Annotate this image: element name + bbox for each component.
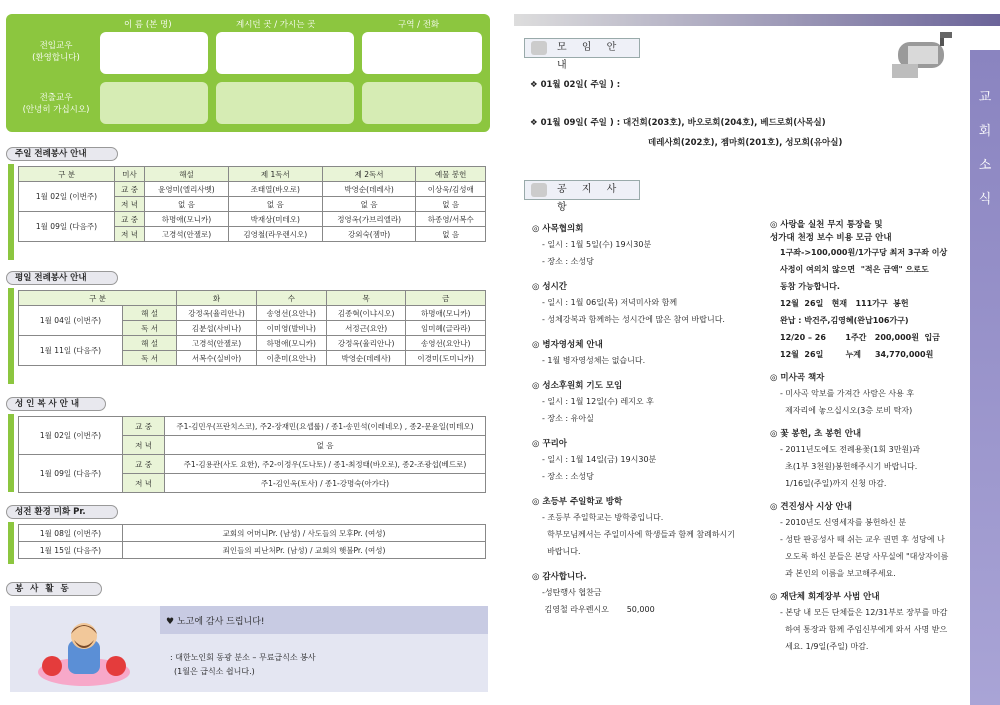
meeting-2: ❖ 01월 09일( 주일 ) : 대건회(203호), 바오로회(204호), 베드로회(사목실) [530, 118, 826, 128]
cell: 김분섭(사비나) [177, 321, 257, 336]
notice-line: - 성체강복과 함께하는 성시간에 많은 참여 바랍니다. [542, 315, 725, 324]
weekday-table [18, 290, 486, 366]
right-page [514, 0, 1000, 705]
notice-title: 공 지 사 항 [524, 180, 640, 200]
header-place: 계시던 곳 / 가시는 곳 [236, 20, 316, 30]
notice-line: -성탄행사 협찬금 [542, 588, 602, 597]
mass-cell: 교 중 [115, 212, 145, 227]
date-cell: 1월 04일 (이번주) [19, 306, 123, 336]
district-box-in [362, 32, 482, 74]
service-title: 봉 사 활 동 [6, 582, 102, 596]
cell: 박재상(미테오) [228, 212, 322, 227]
cell: 하명애(모니카) [256, 336, 326, 351]
notice-heading: ◎ 재단체 회계장부 사범 안내 [770, 592, 880, 602]
notice-heading: ◎ 성시간 [532, 282, 568, 292]
place-box-in [216, 32, 354, 74]
col-head: 제 2독서 [322, 167, 416, 182]
sidebar-char: 식 [978, 192, 992, 207]
cell: 고경석(안젤로) [145, 227, 229, 242]
notice-line: - 조등부 주일학교는 방학중입니다. [542, 513, 664, 522]
name-box-out [100, 82, 208, 124]
notice-line: 오도록 하신 분들은 본당 사무실에 "대상자이름 [780, 552, 949, 561]
date-cell: 1월 02일 (이번주) [19, 417, 123, 455]
date-cell: 1월 08일 (이번주) [19, 525, 123, 542]
cell: 하명애(모니카) [145, 212, 229, 227]
mass-cell: 교 중 [115, 182, 145, 197]
header-district: 구역 / 전화 [398, 20, 440, 30]
col-head: 미사 [115, 167, 145, 182]
role-cell: 해 설 [123, 336, 177, 351]
mailbox-icon [884, 28, 964, 84]
sidebar [970, 50, 1000, 705]
notice-heading: ◎ 병자영성체 안내 [532, 340, 603, 350]
col-head: 해설 [145, 167, 229, 182]
notice-line: - 일시 : 1월 06일(목) 저녁미사와 함께 [542, 298, 678, 307]
cell: 죄인들의 피난처Pr. (남성) / 교회의 햇불Pr. (여성) [123, 542, 486, 559]
col-head: 제 1독서 [228, 167, 322, 182]
notice-heading-2: 성가대 천정 보수 비용 모금 안내 [770, 233, 892, 243]
col-head: 구 분 [19, 291, 177, 306]
notice-line: 12월 26일 현재 111가구 봉헌 [780, 299, 909, 308]
newcomer-box [6, 14, 490, 132]
notice-heading: ◎ 초등부 주일학교 방학 [532, 497, 623, 507]
mass-cell: 교 중 [123, 417, 165, 436]
altar-edge [8, 414, 14, 492]
cell: 없 음 [165, 436, 486, 455]
col-head: 금 [406, 291, 486, 306]
cell: 고경석(안젤로) [177, 336, 257, 351]
mass-cell: 저 녁 [123, 474, 165, 493]
notice-line: 과 본인의 이름을 보고해주세요. [780, 569, 896, 578]
service-line1: : 대한노인회 동광 분소 – 무료급식소 봉사 [170, 653, 316, 662]
notice-line: 제자리에 놓으십시오(3층 로비 탁자) [780, 406, 913, 415]
notice-item [532, 379, 772, 427]
incoming-label: 전입교우 (환영합니다) [32, 41, 80, 63]
outgoing-label: 전출교우 (안녕히 가십시오) [22, 93, 90, 115]
section-icon [531, 183, 547, 197]
date-cell: 1월 09일 (다음주) [19, 455, 123, 493]
cell: 윤영미(엘리사벳) [145, 182, 229, 197]
meeting-title: 모 임 안 내 [524, 38, 640, 58]
left-page [0, 0, 496, 705]
notice-item [770, 218, 970, 363]
notice-item [532, 495, 772, 560]
notice-heading: ◎ 미사곡 책자 [770, 373, 825, 383]
cell: 송영선(요안나) [406, 336, 486, 351]
cell: 없 음 [145, 197, 229, 212]
notice-line: 김영철 라우렌시오 50,000 [542, 605, 655, 614]
thanks-line: ♥ 노고에 감사 드립니다! [166, 617, 265, 627]
notice-line: 바랍니다. [542, 547, 581, 556]
notice-line: 동참 가능합니다. [780, 282, 840, 291]
cell: 이춘미(요안나) [256, 351, 326, 366]
notice-line: - 장소 : 소성당 [542, 472, 594, 481]
mass-cell: 저 녁 [115, 227, 145, 242]
col-head: 목 [326, 291, 406, 306]
diamond-icon: ❖ [530, 80, 541, 90]
cell: 서복수(실비아) [177, 351, 257, 366]
notice-line: - 미사곡 악보를 가져간 사람은 사용 후 [780, 389, 915, 398]
diamond-icon: ❖ [530, 118, 541, 128]
sunday-title: 주일 전례봉사 안내 [6, 147, 118, 161]
cell: 강외숙(젬마) [322, 227, 416, 242]
notice-line: 하여 통장과 함께 주임신부에게 와서 사명 받으 [780, 625, 948, 634]
meeting-1: ❖ 01월 02일( 주일 ) : [530, 80, 621, 90]
notice-line: 12월 26일 누계 34,770,000원 [780, 350, 934, 359]
sunday-table [18, 166, 486, 242]
cell: 없 음 [322, 197, 416, 212]
cell: 조태열(바오로) [228, 182, 322, 197]
notice-line: - 2010년도 신영세자를 봉헌하신 분 [780, 518, 907, 527]
notice-line: - 1월 병자영성체는 없습니다. [542, 356, 646, 365]
notice-item [532, 437, 772, 485]
notice-item [532, 570, 772, 618]
cell: 하명애(모니카) [406, 306, 486, 321]
cell: 이경미(도미니카) [406, 351, 486, 366]
role-cell: 해 설 [123, 306, 177, 321]
notice-heading: ◎ 사랑을 실천 무지 통장을 및 [770, 220, 883, 230]
service-line2: (1월은 급식소 쉽니다.) [174, 667, 255, 676]
notice-line: 학부모님께서는 주일미사에 학생들과 함께 참례하시기 [542, 530, 735, 539]
mass-cell: 교 중 [123, 455, 165, 474]
notice-line: - 본당 내 모든 단체들은 12/31부로 장부를 마감 [780, 608, 948, 617]
cell: 없 음 [416, 197, 486, 212]
cell: 강정옥(율리안나) [326, 336, 406, 351]
notice-item [770, 427, 970, 492]
notice-item [532, 280, 772, 328]
service-box [10, 606, 488, 692]
notice-line: - 장소 : 유아실 [542, 414, 594, 423]
notice-line: - 일시 : 1월 5일(수) 19시30분 [542, 240, 652, 249]
notice-line: 초(1부 3천원)봉헌해주시기 바랍니다. [780, 462, 918, 471]
env-title: 성전 환경 미화 Pr. [6, 505, 118, 519]
sidebar-char: 교 [978, 90, 992, 105]
district-box-out [362, 82, 482, 124]
notice-item [770, 500, 970, 582]
weekday-edge [8, 288, 14, 384]
notice-heading: ◎ 성소후원회 기도 모임 [532, 381, 623, 391]
notice-item [532, 222, 772, 270]
env-table [18, 524, 486, 559]
heart-icon: ♥ [166, 617, 177, 627]
cell: 주1-김용관(사도 요한), 주2-이정우(도나토) / 종1-최정태(바오로), 종2-조광섭(베드로) [165, 455, 486, 474]
top-line [514, 14, 1000, 26]
section-icon [531, 41, 547, 55]
mass-cell: 저 녁 [115, 197, 145, 212]
altar-table [18, 416, 486, 493]
notice-line: - 성탄 판공성사 때 쉬는 교우 권면 후 성당에 나 [780, 535, 945, 544]
notice-line: 완납 : 박건주,김영혜(완납106가구) [780, 316, 909, 325]
header-name: 이 름 (본 명) [124, 20, 172, 30]
weekday-title: 평일 전례봉사 안내 [6, 271, 118, 285]
notice-col-1 [532, 222, 772, 628]
cell: 주1-김인옥(토사) / 종1-강명숙(아가다) [165, 474, 486, 493]
date-cell: 1월 15일 (다음주) [19, 542, 123, 559]
cell: 강정옥(율리안나) [177, 306, 257, 321]
cell: 정영옥(가브리엘라) [322, 212, 416, 227]
cell: 김영철(라우렌시오) [228, 227, 322, 242]
sidebar-char: 소 [978, 158, 992, 173]
notice-line: - 2011년도에도 전례용꽃(1회 3만원)과 [780, 445, 921, 454]
col-head: 화 [177, 291, 257, 306]
notice-line: 사정이 여의치 않으면 "적은 금액" 으로도 [780, 265, 929, 274]
meeting-2b: 데레사회(202호), 젬마회(201호), 성모회(유아실) [648, 138, 843, 148]
altar-title: 성 인 복 사 안 내 [6, 397, 106, 411]
cell: 이미영(발비나) [256, 321, 326, 336]
notice-heading: ◎ 사목협의회 [532, 224, 584, 234]
notice-heading: ◎ 꽃 봉헌, 초 봉헌 안내 [770, 429, 862, 439]
notice-item [770, 371, 970, 419]
cell: 임미혜(글라라) [406, 321, 486, 336]
notice-heading: ◎ 견진성사 시상 안내 [770, 502, 852, 512]
notice-heading: ◎ 꾸리아 [532, 439, 568, 449]
notice-col-2 [770, 218, 970, 663]
notice-line: 세요. 1/9일(주일) 마감. [780, 642, 869, 651]
notice-line: 1/16일(주일)까지 신청 마감. [780, 479, 887, 488]
role-cell: 독 서 [123, 321, 177, 336]
cell: 송영선(요안나) [256, 306, 326, 321]
notice-item [532, 338, 772, 369]
env-edge [8, 522, 14, 564]
place-box-out [216, 82, 354, 124]
role-cell: 독 서 [123, 351, 177, 366]
name-box-in [100, 32, 208, 74]
notice-item [770, 590, 970, 655]
notice-line: - 장소 : 소성당 [542, 257, 594, 266]
sunday-edge [8, 164, 14, 260]
cell: 교회의 어머니Pr. (남성) / 사도들의 모후Pr. (여성) [123, 525, 486, 542]
notice-line: - 일시 : 1월 14일(금) 19시30분 [542, 455, 657, 464]
cell: 없 음 [416, 227, 486, 242]
date-cell: 1월 11일 (다음주) [19, 336, 123, 366]
cell: 김종혁(이냐시오) [326, 306, 406, 321]
col-head: 구 분 [19, 167, 115, 182]
date-cell: 1월 02일 (이번주) [19, 182, 115, 212]
cell: 이상욱/김성애 [416, 182, 486, 197]
col-head: 예물 봉헌 [416, 167, 486, 182]
sidebar-char: 회 [978, 124, 992, 139]
cell: 없 음 [228, 197, 322, 212]
mass-cell: 저 녁 [123, 436, 165, 455]
cell: 서정근(요안) [326, 321, 406, 336]
notice-line: - 일시 : 1월 12일(수) 레지오 후 [542, 397, 654, 406]
cell: 박영순(데레사) [322, 182, 416, 197]
notice-heading: ◎ 감사합니다. [532, 572, 587, 582]
date-cell: 1월 09일 (다음주) [19, 212, 115, 242]
service-illustration [34, 616, 134, 688]
notice-line: 1구좌->100,000원/1가구당 최저 3구좌 이상 [780, 248, 948, 257]
cell: 하종영/서복수 [416, 212, 486, 227]
cell: 박영순(데레사) [326, 351, 406, 366]
notice-line: 12/20 – 26 1주간 200,000원 입금 [780, 333, 940, 342]
col-head: 수 [256, 291, 326, 306]
cell: 주1-김민우(프란치스코), 주2-장재민(요셉룹) / 종1-송민석(이레네오) , 종2-문윤일(미테오) [165, 417, 486, 436]
